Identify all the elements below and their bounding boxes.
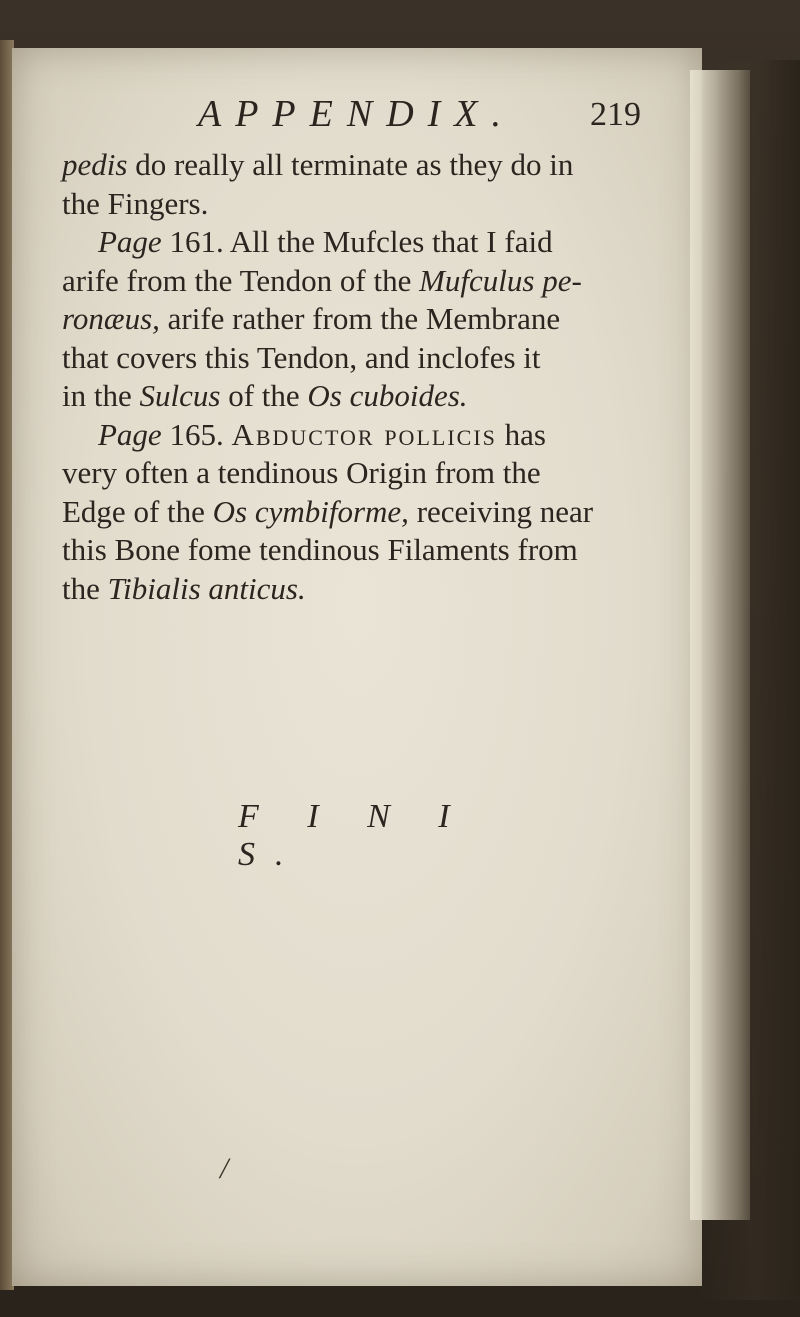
text-line: [62, 146, 622, 185]
text-segment: the Fingers.: [62, 185, 209, 221]
text-segment: that covers this Tendon, and inclofes it: [62, 339, 541, 375]
text-segment: do really all terminate as they do in: [127, 147, 574, 182]
finis-text: F I N I S.: [238, 798, 470, 873]
text-segment: very often a tendinous Origin from the: [62, 455, 541, 490]
text-line: [62, 223, 622, 262]
text-segment: Abductor pollicis: [231, 416, 497, 452]
text-segment: of the: [220, 378, 308, 413]
text-segment: 161. All the Mufcles that I faid: [161, 224, 553, 259]
text-segment: has: [496, 416, 546, 452]
text-segment: arife from the Tendon of the: [62, 262, 420, 298]
text-line: [62, 454, 622, 493]
text-segment: Mufculus pe-: [419, 262, 582, 298]
text-line: [62, 339, 622, 378]
text-segment: Page: [98, 224, 162, 259]
text-line: [62, 570, 622, 609]
text-segment: ronæus,: [62, 301, 160, 336]
text-segment: 165.: [161, 416, 232, 452]
text-line: [62, 185, 622, 224]
text-segment: Edge of the: [62, 493, 213, 529]
body-text: [62, 146, 622, 608]
page-number: 219: [590, 96, 641, 133]
text-segment: arife rather from the Membrane: [159, 301, 561, 336]
text-segment: pedis: [62, 147, 128, 182]
running-header: APPENDIX.: [198, 93, 516, 135]
text-line: [62, 493, 622, 532]
text-segment: Os cymbiforme,: [212, 493, 409, 529]
text-line: [62, 377, 622, 416]
text-line: [62, 262, 622, 301]
stray-pen-mark: /: [220, 1152, 229, 1185]
text-segment: in the: [62, 378, 140, 413]
text-segment: Sulcus: [139, 378, 221, 413]
text-segment: the: [62, 570, 108, 606]
text-segment: receiving near: [408, 493, 594, 529]
text-segment: this Bone fome tendinous Filaments from: [62, 532, 578, 567]
book-spine-shadow: [700, 60, 800, 1300]
text-line: [62, 416, 622, 455]
text-segment: Page: [98, 416, 162, 452]
text-segment: Tibialis anticus.: [107, 570, 306, 606]
text-line: [62, 531, 622, 570]
text-segment: Os cuboides.: [307, 378, 468, 413]
text-line: [62, 300, 622, 339]
